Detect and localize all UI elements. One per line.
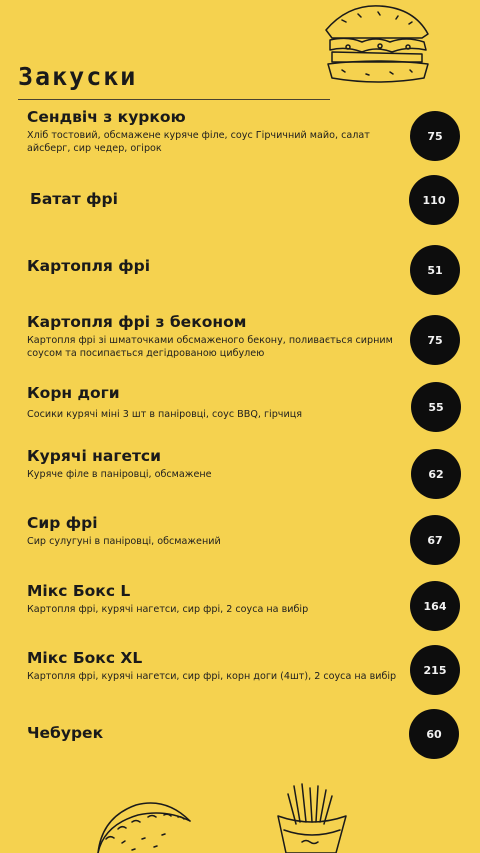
item-description: Сир сулугуні в паніровці, обсмажений (27, 536, 221, 547)
item-name: Корн доги (27, 384, 120, 402)
price-badge: 75 (410, 315, 460, 365)
menu-item (27, 724, 402, 743)
item-name: Сир фрі (27, 514, 98, 532)
price-badge: 110 (409, 175, 459, 225)
item-description: Картопля фрі, курячі нагетси, сир фрі, 2 соуса на вибір (27, 604, 309, 615)
title-divider (18, 99, 330, 100)
menu-item (27, 108, 402, 155)
item-name: Мікс Бокс XL (27, 649, 143, 667)
menu-item (27, 384, 402, 421)
price-badge: 60 (409, 709, 459, 759)
item-description: Хліб тостовий, обсмажене куряче філе, соус Гірчичний майо, салат айсберг, сир чедер, огірок (27, 130, 370, 154)
fries-illustration (272, 782, 350, 853)
price-badge: 55 (411, 382, 461, 432)
price-badge: 67 (410, 515, 460, 565)
item-description: Куряче філе в паніровці, обсмажене (27, 469, 212, 480)
menu-item (27, 649, 402, 683)
price-badge: 51 (410, 245, 460, 295)
cheburek-illustration (92, 795, 196, 853)
price-badge: 164 (410, 581, 460, 631)
item-name: Курячі нагетси (27, 447, 161, 465)
item-name: Батат фрі (30, 190, 118, 208)
price-badge: 62 (411, 449, 461, 499)
menu-item (27, 313, 402, 360)
price-badge: 215 (410, 645, 460, 695)
section-title: Закуски (18, 62, 138, 91)
item-name: Картопля фрі з беконом (27, 313, 247, 331)
item-name: Мікс Бокс L (27, 582, 131, 600)
menu-item (27, 447, 402, 481)
sandwich-illustration (318, 0, 438, 92)
menu-item (30, 190, 405, 209)
menu-item (27, 582, 402, 616)
item-name: Сендвіч з куркою (27, 108, 186, 126)
item-description: Сосики курячі міні 3 шт в паніровці, соус BBQ, гірчиця (27, 409, 302, 420)
item-description: Картопля фрі зі шматочками обсмаженого бекону, поливається сирним соусом та посипається дегідрованою цибулею (27, 335, 393, 359)
item-description: Картопля фрі, курячі нагетси, сир фрі, корн доги (4шт), 2 соуса на вибір (27, 671, 397, 682)
item-name: Картопля фрі (27, 257, 151, 275)
item-name: Чебурек (27, 724, 104, 742)
menu-item (27, 257, 402, 276)
price-badge: 75 (410, 111, 460, 161)
menu-item (27, 514, 402, 548)
